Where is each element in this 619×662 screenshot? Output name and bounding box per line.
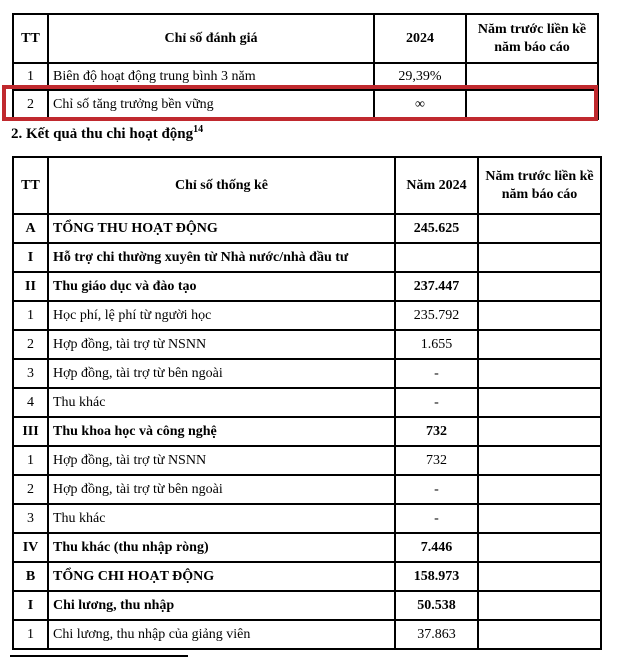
row-number-cell: 2 — [13, 475, 48, 504]
previous-year-cell — [478, 591, 601, 620]
index-label-cell: Chỉ số tăng trưởng bền vững — [48, 90, 374, 119]
value-2024-cell: - — [395, 475, 478, 504]
table-header-row — [13, 157, 601, 214]
value-2024-cell: 732 — [395, 417, 478, 446]
previous-year-cell — [478, 330, 601, 359]
table-row — [13, 63, 598, 90]
previous-year-cell — [478, 243, 601, 272]
row-number-cell: 1 — [13, 446, 48, 475]
statistic-label-cell: Hợp đồng, tài trợ từ bên ngoài — [48, 359, 395, 388]
statistic-label-cell: Hỗ trợ chi thường xuyên từ Nhà nước/nhà đầu tư — [48, 243, 395, 272]
statistic-label-cell: Hợp đồng, tài trợ từ bên ngoài — [48, 475, 395, 504]
section-heading — [11, 126, 203, 143]
row-number-cell: I — [13, 591, 48, 620]
header-evaluation-index: Chỉ số đánh giá — [48, 14, 374, 63]
row-number-cell: 1 — [13, 620, 48, 649]
statistic-label-cell: Chi lương, thu nhập của giảng viên — [48, 620, 395, 649]
value-2024-cell: 29,39% — [374, 63, 466, 90]
footnote-reference: 14 — [193, 124, 204, 135]
evaluation-index-table — [12, 13, 599, 120]
row-number-cell: 4 — [13, 388, 48, 417]
statistic-label-cell: TỔNG THU HOẠT ĐỘNG — [48, 214, 395, 243]
value-2024-cell: 245.625 — [395, 214, 478, 243]
table-row — [13, 388, 601, 417]
value-2024-cell — [395, 243, 478, 272]
table-row — [13, 90, 598, 119]
value-2024-cell: 50.538 — [395, 591, 478, 620]
previous-year-cell — [478, 388, 601, 417]
header-previous-year: Năm trước liền kề năm báo cáo — [466, 14, 598, 63]
statistic-label-cell: Thu khác (thu nhập ròng) — [48, 533, 395, 562]
row-number-cell: 2 — [13, 90, 48, 119]
table-row — [13, 417, 601, 446]
previous-year-cell — [478, 446, 601, 475]
row-number-cell: B — [13, 562, 48, 591]
table-header-row — [13, 14, 598, 63]
index-label-cell: Biên độ hoạt động trung bình 3 năm — [48, 63, 374, 90]
row-number-cell: I — [13, 243, 48, 272]
header-previous-year: Năm trước liền kề năm báo cáo — [478, 157, 601, 214]
previous-year-cell — [478, 359, 601, 388]
previous-year-cell — [478, 620, 601, 649]
previous-year-cell — [466, 90, 598, 119]
statistic-label-cell: Thu khác — [48, 388, 395, 417]
previous-year-cell — [478, 214, 601, 243]
table-row — [13, 591, 601, 620]
header-2024: 2024 — [374, 14, 466, 63]
row-number-cell: IV — [13, 533, 48, 562]
header-tt: TT — [13, 157, 48, 214]
value-2024-cell: 235.792 — [395, 301, 478, 330]
table-row — [13, 533, 601, 562]
statistic-label-cell: Thu khác — [48, 504, 395, 533]
table-row — [13, 272, 601, 301]
table-row — [13, 562, 601, 591]
value-2024-cell: 37.863 — [395, 620, 478, 649]
statistic-label-cell: Chi lương, thu nhập — [48, 591, 395, 620]
footnote-separator-line — [10, 655, 188, 657]
previous-year-cell — [466, 63, 598, 90]
previous-year-cell — [478, 562, 601, 591]
table-row — [13, 359, 601, 388]
previous-year-cell — [478, 301, 601, 330]
header-year-2024: Năm 2024 — [395, 157, 478, 214]
header-tt: TT — [13, 14, 48, 63]
statistic-label-cell: Hợp đồng, tài trợ từ NSNN — [48, 446, 395, 475]
row-number-cell: 1 — [13, 301, 48, 330]
table-row — [13, 214, 601, 243]
table-row — [13, 301, 601, 330]
previous-year-cell — [478, 417, 601, 446]
statistic-label-cell: Thu khoa học và công nghệ — [48, 417, 395, 446]
table-row — [13, 504, 601, 533]
table-row — [13, 446, 601, 475]
header-statistics-index: Chỉ số thống kê — [48, 157, 395, 214]
table-row — [13, 475, 601, 504]
row-number-cell: II — [13, 272, 48, 301]
statistic-label-cell: Học phí, lệ phí từ người học — [48, 301, 395, 330]
value-2024-cell: 7.446 — [395, 533, 478, 562]
table-row — [13, 243, 601, 272]
value-2024-cell: - — [395, 504, 478, 533]
value-2024-cell: 237.447 — [395, 272, 478, 301]
previous-year-cell — [478, 475, 601, 504]
statistic-label-cell: TỔNG CHI HOẠT ĐỘNG — [48, 562, 395, 591]
row-number-cell: 2 — [13, 330, 48, 359]
value-2024-cell: - — [395, 359, 478, 388]
section-heading-text: 2. Kết quả thu chi hoạt động — [11, 126, 194, 142]
row-number-cell: 3 — [13, 359, 48, 388]
previous-year-cell — [478, 272, 601, 301]
revenue-expenditure-table — [12, 156, 602, 650]
table-row — [13, 620, 601, 649]
row-number-cell: 3 — [13, 504, 48, 533]
value-2024-cell: 1.655 — [395, 330, 478, 359]
value-2024-cell: 732 — [395, 446, 478, 475]
statistic-label-cell: Hợp đồng, tài trợ từ NSNN — [48, 330, 395, 359]
previous-year-cell — [478, 504, 601, 533]
row-number-cell: A — [13, 214, 48, 243]
row-number-cell: 1 — [13, 63, 48, 90]
row-number-cell: III — [13, 417, 48, 446]
table-row — [13, 330, 601, 359]
value-2024-cell: ∞ — [374, 90, 466, 119]
value-2024-cell: - — [395, 388, 478, 417]
previous-year-cell — [478, 533, 601, 562]
value-2024-cell: 158.973 — [395, 562, 478, 591]
statistic-label-cell: Thu giáo dục và đào tạo — [48, 272, 395, 301]
